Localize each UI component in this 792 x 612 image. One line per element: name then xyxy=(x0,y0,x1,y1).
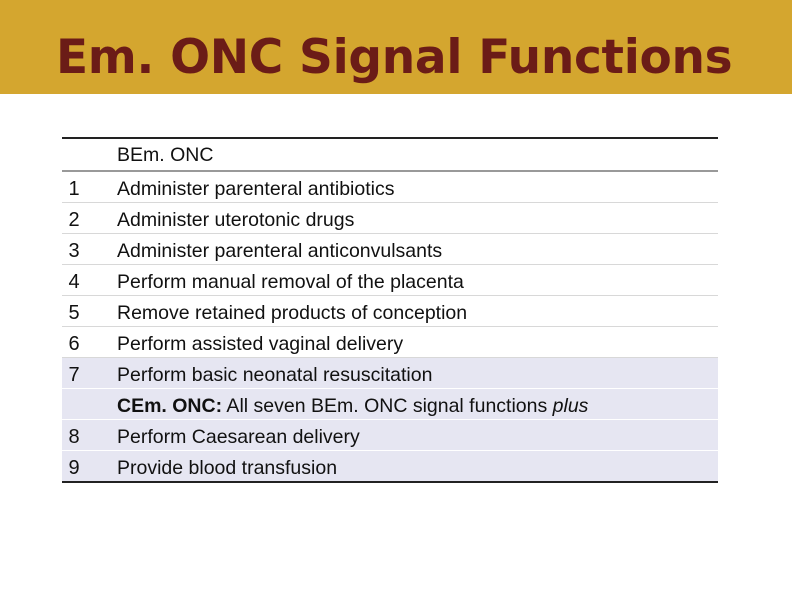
row-number: 8 xyxy=(68,426,80,448)
cemonc-plus: plus xyxy=(552,395,589,417)
table-row xyxy=(62,296,718,327)
row-text: Perform basic neonatal resuscitation xyxy=(117,364,433,386)
row-number: 9 xyxy=(68,457,80,479)
slide-title: Em. ONC Signal Functions xyxy=(56,30,733,85)
row-number: 3 xyxy=(68,240,80,262)
table-row xyxy=(62,327,718,358)
table-row xyxy=(62,203,718,234)
row-text: Perform manual removal of the placenta xyxy=(117,271,464,293)
row-number: 6 xyxy=(68,333,80,355)
row-text: Administer uterotonic drugs xyxy=(117,209,355,231)
table-row xyxy=(62,265,718,296)
row-number: 5 xyxy=(68,302,80,324)
title-bar xyxy=(0,0,792,94)
row-text: Administer parenteral anticonvulsants xyxy=(117,240,443,262)
row-number: 7 xyxy=(68,364,80,386)
bemonc-header: BEm. ONC xyxy=(117,144,214,166)
cemonc-description xyxy=(117,395,588,418)
table-row xyxy=(62,358,718,389)
row-text: Administer parenteral antibiotics xyxy=(117,178,395,200)
row-text: Perform assisted vaginal delivery xyxy=(117,333,404,355)
cemonc-label: CEm. ONC: xyxy=(117,395,223,417)
table-row xyxy=(62,451,718,483)
cemonc-section-row xyxy=(62,389,718,420)
row-number: 4 xyxy=(68,271,80,293)
table-row xyxy=(62,234,718,265)
row-number: 1 xyxy=(68,178,80,200)
table-row xyxy=(62,420,718,451)
row-text: Provide blood transfusion xyxy=(117,457,338,479)
cemonc-text: All seven BEm. ONC signal functions xyxy=(222,395,553,417)
row-text: Remove retained products of conception xyxy=(117,302,468,324)
table-row xyxy=(62,172,718,203)
row-number: 2 xyxy=(68,209,80,231)
signal-functions-table xyxy=(62,137,718,483)
table-header-row xyxy=(62,137,718,172)
row-text: Perform Caesarean delivery xyxy=(117,426,360,448)
